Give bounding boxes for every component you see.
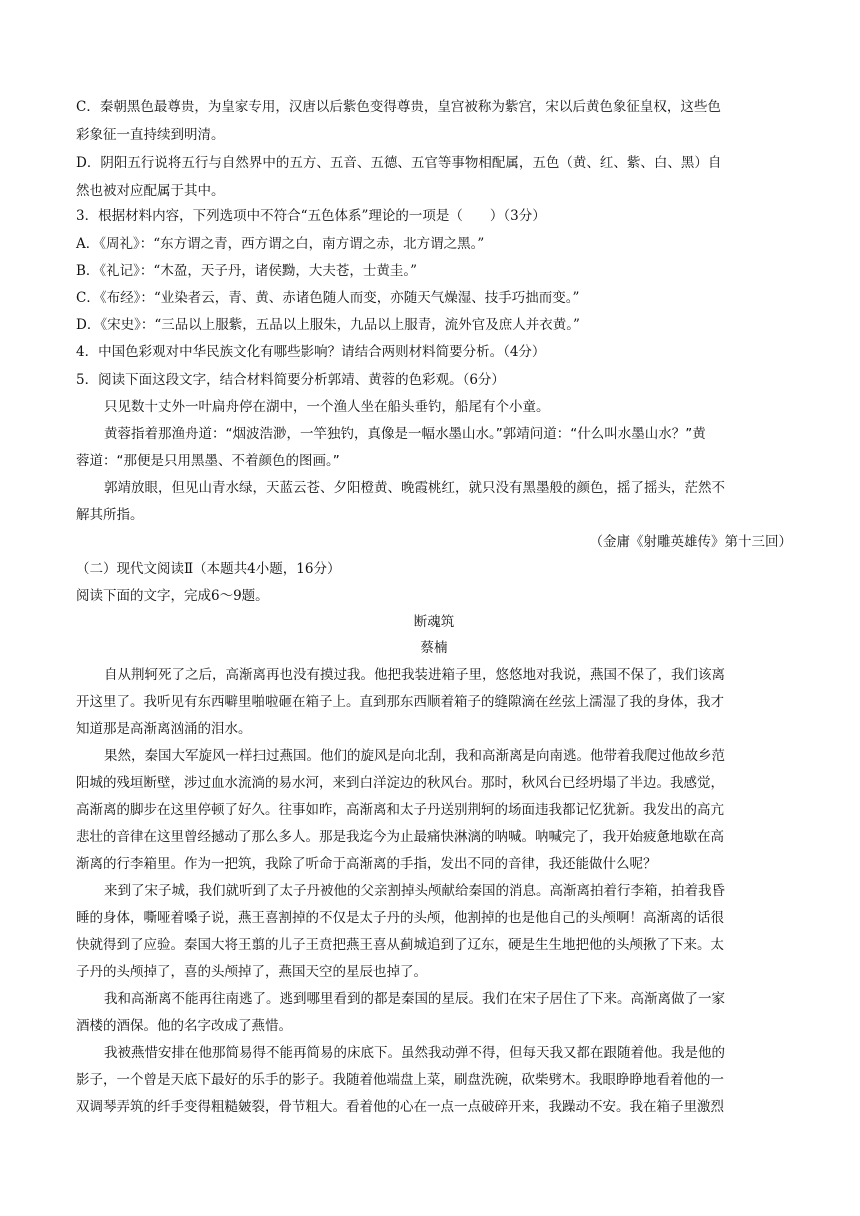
question-3: 3．根据材料内容，下列选项中不符合“五色体系”理论的一项是（ ）（3分） <box>76 208 546 224</box>
story-title: 断魂筑 <box>413 614 455 630</box>
q3-option-a: A．《周礼》：“东方谓之青，西方谓之白，南方谓之赤，北方谓之黑。” <box>76 236 485 252</box>
story-line: 高渐离的脚步在这里停顿了好久。往事如昨，高渐离和太子丹送别荆轲的场面违我都记忆犹新。我发出的高亢 <box>76 802 724 818</box>
story-line: 开这里了。我听见有东西噼里啪啦砸在箱子上。直到那东西顺着箱子的缝隙滴在丝弦上濡湿了我的身体，我才 <box>76 694 724 710</box>
story-line: 快就得到了应验。秦国大将王翦的儿子王贲把燕王喜从蓟城追到了辽东，硬是生生地把他的头颅揪了下来。太 <box>76 937 724 953</box>
story-line: 我和高渐离不能再往南逃了。逃到哪里看到的都是秦国的星辰。我们在宋子居住了下来。高渐离做了一家 <box>104 991 725 1007</box>
story-line: 我被燕惜安排在他那简易得不能再简易的床底下。虽然我动弹不得，但每天我又都在跟随着他。我是他的 <box>104 1045 725 1061</box>
option-d-line-1: D．阴阳五行说将五行与自然界中的五方、五音、五德、五官等事物相配属，五色（黄、红、紫、白、黑）自 <box>76 155 722 171</box>
option-c-line-1: C．秦朝黑色最尊贵，为皇家专用，汉唐以后紫色变得尊贵，皇宫被称为紫宫，宋以后黄色象征皇权，这些色 <box>76 99 721 115</box>
passage-line-2: 黄蓉指着那渔舟道：“烟波浩渺，一竿独钓，真像是一幅水墨山水。”郭靖问道：“什么叫水墨山水？”黄 <box>104 426 706 442</box>
option-d-line-2: 然也被对应配属于其中。 <box>76 183 225 199</box>
q3-option-c: C．《布经》：“业染者云，青、黄、赤诸色随人而变，亦随天气燥湿、技手巧拙而变。” <box>76 290 580 306</box>
q3-option-b: B．《礼记》：“木盈，天子丹，诸侯黝，大夫苍，士黄圭。” <box>76 263 417 279</box>
q3-option-d: D．《宋史》：“三品以上服紫，五品以上服朱，九品以上服青，流外官及庶人并衣黄。” <box>76 317 580 333</box>
passage-line-1: 只见数十丈外一叶扁舟停在湖中，一个渔人坐在船头垂钓，船尾有个小童。 <box>104 399 550 415</box>
story-author: 蔡楠 <box>420 640 448 656</box>
story-line: 阳城的残垣断壁，涉过血水流淌的易水河，来到白洋淀边的秋风台。那时，秋风台已经坍塌了半边。我感觉， <box>76 775 724 791</box>
story-line: 悲壮的音律在这里曾经撼动了那么多人。那是我迄今为止最痛快淋漓的呐喊。呐喊完了，我开始疲惫地歇在高 <box>76 829 724 845</box>
passage-line-3: 蓉道：“那便是只用黑墨、不着颜色的图画。” <box>76 453 340 469</box>
story-line: 自从荆轲死了之后，高渐离再也没有摸过我。他把我装进箱子里，悠悠地对我说，燕国不保了，我们该离 <box>104 667 725 683</box>
story-line: 影子，一个曾是天底下最好的乐手的影子。我随着他端盘上菜，刷盘洗碗，砍柴劈木。我眼睁睁地看着他的一 <box>76 1072 724 1088</box>
story-line: 双调琴弄筑的纤手变得粗糙皴裂，骨节粗大。看着他的心在一点一点破碎开来，我躁动不安。我在箱子里激烈 <box>76 1099 724 1115</box>
section-instruction: 阅读下面的文字，完成6～9题。 <box>76 588 269 604</box>
story-line: 来到了宋子城，我们就听到了太子丹被他的父亲割掉头颅献给秦国的消息。高渐离拍着行李箱，拍着我昏 <box>104 883 725 899</box>
passage-line-4: 郭靖放眼，但见山青水绿，天蓝云苍、夕阳橙黄、晚霞桃红，就只没有黑墨般的颜色，摇了摇头，茫然不 <box>104 480 725 496</box>
story-line: 酒楼的酒保。他的名字改成了燕惜。 <box>76 1018 292 1034</box>
story-line: 渐离的行李箱里。作为一把筑，我除了听命于高渐离的手指，发出不同的音律，我还能做什么呢？ <box>76 856 657 872</box>
story-line: 睡的身体，嘶哑着嗓子说，燕王喜割掉的不仅是太子丹的头颅，他割掉的也是他自己的头颅啊！高渐离的话很 <box>76 910 724 926</box>
passage-source: （金庸《射雕英雄传》第十三回） <box>589 534 792 550</box>
option-c-line-2: 彩象征一直持续到明清。 <box>76 127 225 143</box>
story-line: 知道那是高渐离汹涌的泪水。 <box>76 721 252 737</box>
question-5: 5．阅读下面这段文字，结合材料简要分析郭靖、黄蓉的色彩观。（6分） <box>76 372 505 388</box>
story-line: 果然，秦国大军旋风一样扫过燕国。他们的旋风是向北刮，我和高渐离是向南逃。他带着我爬过他故乡范 <box>104 748 725 764</box>
question-4: 4．中国色彩观对中华民族文化有哪些影响？请结合两则材料简要分析。（4分） <box>76 344 546 360</box>
section-heading: （二）现代文阅读Ⅱ（本题共4小题，16分） <box>76 561 341 577</box>
passage-line-5: 解其所指。 <box>76 507 144 523</box>
story-line: 子丹的头颅掉了，喜的头颅掉了，燕国天空的星辰也掉了。 <box>76 964 427 980</box>
